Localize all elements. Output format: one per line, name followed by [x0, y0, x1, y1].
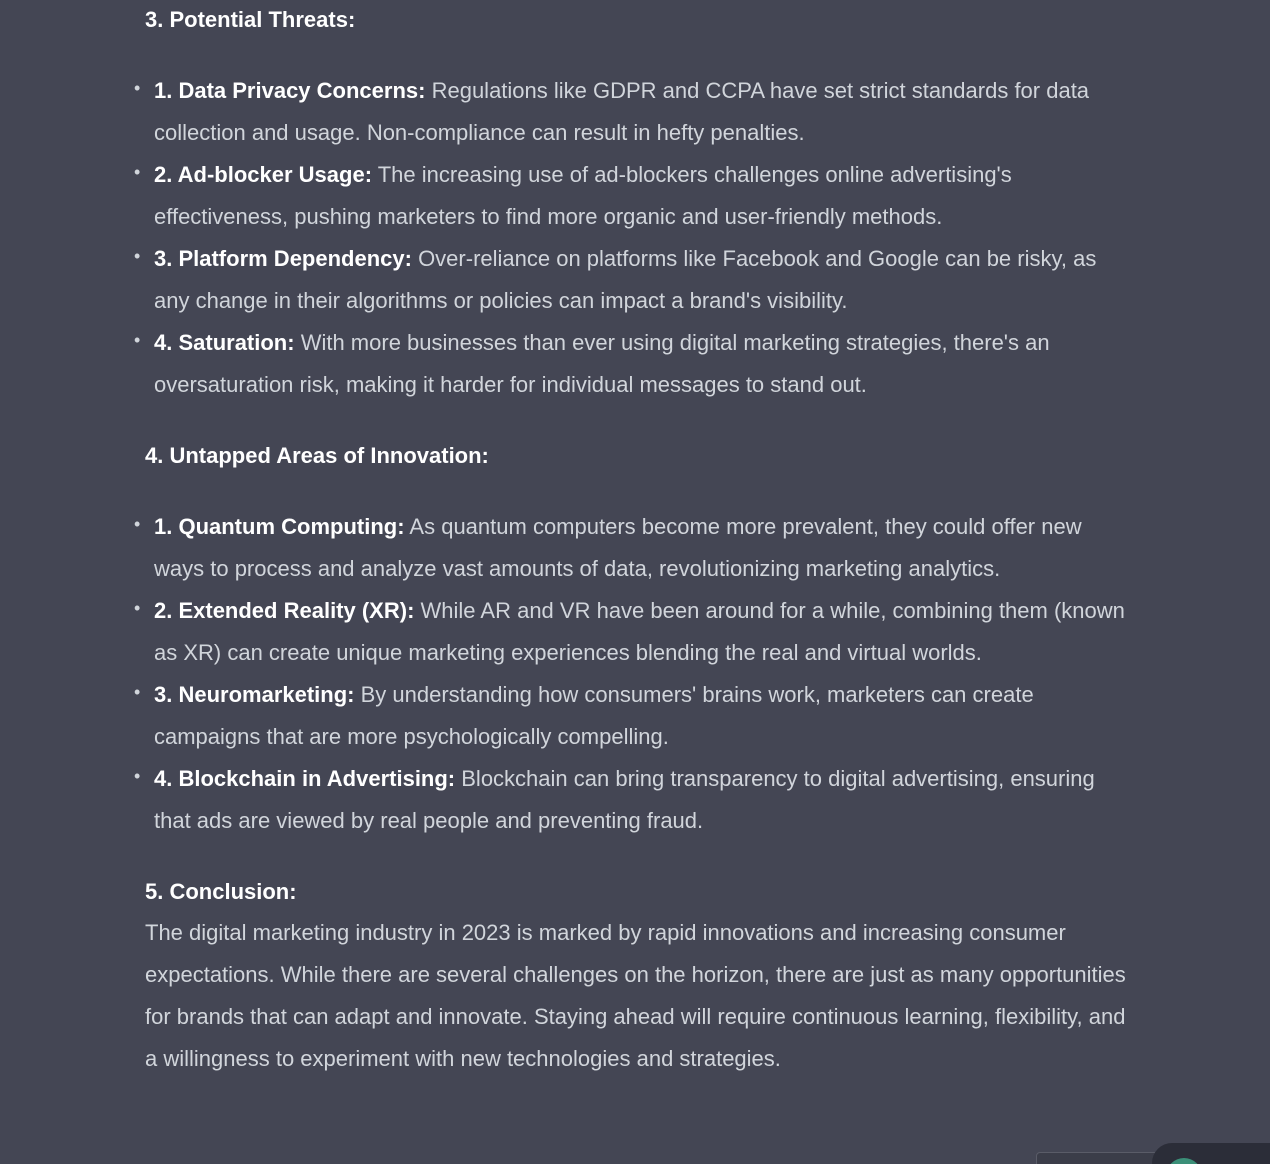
list-item [134, 674, 1135, 758]
list-item [134, 70, 1135, 154]
innovation-list [134, 506, 1135, 842]
list-item [134, 238, 1135, 322]
item-text: Regulations like GDPR and CCPA have set strict standards for data collection and usage. Non-compliance can result in hefty penalties. [154, 78, 1090, 145]
bullet-icon: • [134, 598, 141, 618]
bullet-icon: • [134, 246, 141, 266]
item-label: 1. Quantum Computing: [154, 514, 405, 539]
conclusion-paragraph: The digital marketing industry in 2023 is marked by rapid innovations and increasing consumer expectations. While there are several challenges on the horizon, there are just as many opportunities for brands that can adapt and innovate. Staying ahead will require continuous learning, flexibility, and a willingness to experiment with new technologies and strategies. [145, 920, 1126, 1071]
item-text: The increasing use of ad-blockers challenges online advertising's effectiveness, pushing marketers to find more organic and user-friendly methods. [154, 162, 1012, 229]
scroll-to-bottom-button[interactable] [1036, 1152, 1158, 1164]
section-heading-threats: 3. Potential Threats: [145, 7, 356, 32]
floating-action-pill[interactable] [1152, 1143, 1270, 1164]
bullet-icon: • [134, 766, 141, 786]
list-item [134, 506, 1135, 590]
item-text: Over-reliance on platforms like Facebook and Google can be risky, as any change in their algorithms or policies can impact a brand's visibility. [154, 246, 1097, 313]
section-heading-conclusion: 5. Conclusion: [145, 879, 297, 904]
item-text: While AR and VR have been around for a while, combining them (known as XR) can create unique marketing experiences blending the real and virtual worlds. [154, 598, 1125, 665]
bullet-icon: • [134, 162, 141, 182]
item-label: 2. Extended Reality (XR): [154, 598, 415, 623]
item-text: By understanding how consumers' brains work, marketers can create campaigns that are more psychologically compelling. [154, 682, 1034, 749]
item-label: 4. Saturation: [154, 330, 295, 355]
bullet-icon: • [134, 682, 141, 702]
item-label: 2. Ad-blocker Usage: [154, 162, 373, 187]
section-heading-innovation: 4. Untapped Areas of Innovation: [145, 443, 489, 468]
list-item [134, 154, 1135, 238]
item-text: With more businesses than ever using digital marketing strategies, there's an oversaturation risk, making it harder for individual messages to stand out. [154, 330, 1050, 397]
bullet-icon: • [134, 514, 141, 534]
item-label: 1. Data Privacy Concerns: [154, 78, 426, 103]
item-text: As quantum computers become more prevalent, they could offer new ways to process and analyze vast amounts of data, revolutionizing marketing analytics. [154, 514, 1082, 581]
list-item [134, 758, 1135, 842]
threats-list [134, 70, 1135, 406]
bullet-icon: • [134, 330, 141, 350]
item-label: 4. Blockchain in Advertising: [154, 766, 456, 791]
list-item [134, 590, 1135, 674]
list-item [134, 322, 1135, 406]
item-label: 3. Neuromarketing: [154, 682, 355, 707]
item-label: 3. Platform Dependency: [154, 246, 412, 271]
item-text: Blockchain can bring transparency to digital advertising, ensuring that ads are viewed by real people and preventing fraud. [154, 766, 1095, 833]
bullet-icon: • [134, 78, 141, 98]
assistant-message [134, 0, 1135, 1080]
